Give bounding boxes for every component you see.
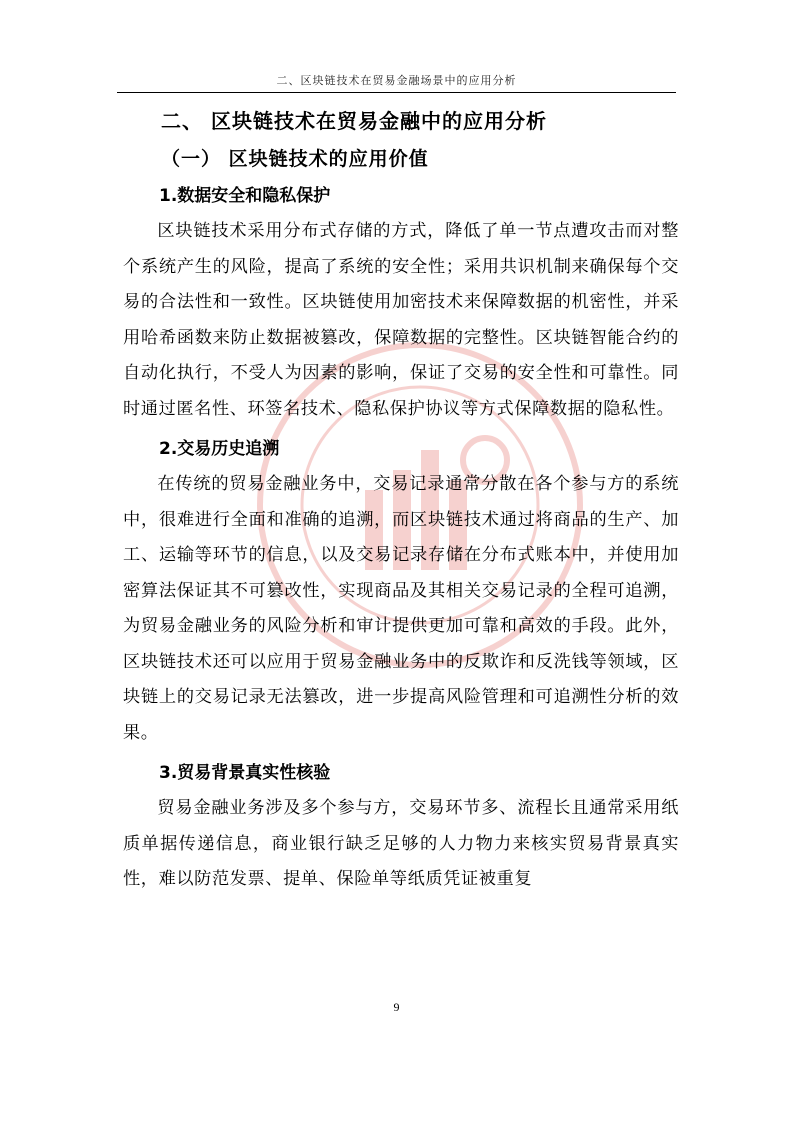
paragraph: 区块链技术采用分布式存储的方式，降低了单一节点遭攻击而对整个系统产生的风险，提高了系统的安全性；采用共识机制来确保每个交易的合法性和一致性。区块链使用加密技术来保障数据的机密性，并采用哈希函数来防止数据被篡改，保障数据的完整性。区块链智能合约的自动化执行，不受人为因素的影响，保证了交易的安全性和可靠性。同时通过匿名性、环签名技术、隐私保护协议等方式保障数据的隐私性。 [123,221,679,419]
paragraph: 贸易金融业务涉及多个参与方，交易环节多、流程长且通常采用纸质单据传递信息，商业银行缺乏足够的人力物力来核实贸易背景真实性，难以防范发票、提单、保险单等纸质凭证被重复 [123,798,679,889]
paragraph: 在传统的贸易金融业务中，交易记录通常分散在各个参与方的系统中，很难进行全面和准确的追溯，而区块链技术通过将商品的生产、加工、运输等环节的信息，以及交易记录存储在分布式账本中，并使用加密算法保证其不可篡改性，实现商品及其相关交易记录的全程可追溯，为贸易金融业务的风险分析和审计提供更加可靠和高效的手段。此外，区块链技术还可以应用于贸易金融业务中的反欺诈和反洗钱等领域，区块链上的交易记录无法篡改，进一步提高风险管理和可追溯性分析的效果。 [123,474,679,743]
running-header: 二、区块链技术在贸易金融场景中的应用分析 [276,74,517,87]
item-heading: 2.交易历史追溯 [159,439,280,459]
page-number: 9 [393,1000,400,1014]
page-body [123,100,679,898]
item-heading: 3.贸易背景真实性核验 [159,763,331,783]
header-rule [117,92,676,93]
subsection-title: （一） 区块链技术的应用价值 [161,148,429,170]
section-title: 二、 区块链技术在贸易金融中的应用分析 [161,109,547,133]
item-heading: 1.数据安全和隐私保护 [159,186,331,206]
